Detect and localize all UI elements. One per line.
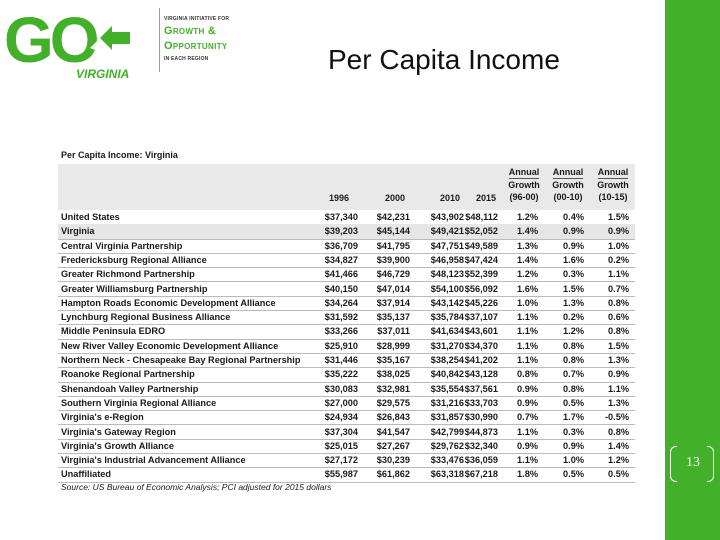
growth-96-00: 0.9% [517, 440, 538, 451]
growth-00-10: 0.7% [563, 369, 584, 380]
pci-1996: $27,000 [324, 397, 358, 408]
pci-2015: $41,202 [464, 355, 498, 365]
growth-96-00: 1.1% [517, 312, 538, 323]
header-2000: 2000 [384, 193, 406, 203]
pci-2000: $35,137 [376, 312, 410, 323]
growth-10-15: 1.1% [608, 383, 629, 394]
growth-10-15: 0.2% [608, 254, 629, 265]
table-row [58, 267, 635, 282]
region-name: Central Virginia Partnership [61, 240, 183, 251]
region-name: Greater Williamsburg Partnership [61, 283, 208, 294]
table-row [58, 224, 635, 239]
pci-2000: $27,267 [376, 440, 410, 451]
growth-96-00: 0.7% [517, 412, 538, 423]
growth-00-10: 1.3% [563, 297, 584, 308]
growth-96-00: 1.4% [517, 226, 538, 237]
pci-1996: $36,709 [324, 240, 358, 251]
pci-2015: $49,589 [464, 240, 498, 251]
pci-2000: $38,025 [376, 369, 410, 380]
pci-2010: $38,254 [430, 355, 464, 365]
table-row [58, 396, 635, 411]
pci-2000: $26,843 [376, 412, 410, 423]
pci-2015: $45,226 [464, 297, 498, 308]
growth-96-00: 1.1% [517, 355, 538, 365]
pci-2010: $29,762 [430, 440, 464, 451]
virginia-map-icon [90, 18, 154, 54]
table-row [58, 210, 635, 225]
header-growth-10-15: Annual Growth (10-15) [597, 167, 629, 202]
table-row [58, 324, 635, 339]
region-name: Virginia's Industrial Advancement Alliance [61, 455, 246, 466]
logo-tagline-top: VIRGINIA INITIATIVE FOR [164, 16, 230, 22]
pci-1996: $55,987 [324, 469, 358, 480]
page-number-right-bracket [707, 446, 714, 482]
table-row [58, 425, 635, 440]
region-name: Greater Richmond Partnership [61, 269, 195, 280]
logo-word: VIRGINIA [76, 67, 130, 80]
growth-10-15: 1.5% [608, 212, 629, 222]
table-row [58, 296, 635, 311]
growth-10-15: 1.1% [608, 269, 629, 280]
growth-00-10: 0.8% [563, 355, 584, 365]
growth-10-15: 1.2% [608, 455, 629, 466]
growth-10-15: 0.8% [608, 326, 629, 337]
growth-10-15: 1.0% [608, 240, 629, 251]
growth-00-10: 0.8% [563, 383, 584, 394]
pci-2015: $37,107 [464, 312, 498, 323]
logo-tagline-line2: Opportunity [164, 40, 228, 52]
growth-10-15: -0.5% [604, 412, 629, 423]
pci-2000: $42,231 [376, 212, 410, 222]
growth-96-00: 0.9% [517, 383, 538, 394]
pci-1996: $25,910 [324, 340, 358, 351]
growth-00-10: 0.3% [563, 269, 584, 280]
growth-10-15: 1.3% [608, 397, 629, 408]
pci-1996: $31,446 [324, 355, 358, 365]
pci-1996: $41,466 [324, 269, 358, 280]
growth-00-10: 0.9% [563, 226, 584, 237]
growth-00-10: 0.9% [563, 440, 584, 451]
pci-2015: $52,052 [464, 226, 498, 237]
pci-2010: $31,216 [430, 397, 464, 408]
growth-96-00: 1.1% [517, 340, 538, 351]
pci-2015: $30,990 [464, 412, 498, 423]
table-row [58, 353, 635, 368]
pci-2010: $35,554 [430, 383, 464, 394]
growth-00-10: 1.7% [563, 412, 584, 423]
growth-96-00: 1.0% [517, 297, 538, 308]
pci-2000: $30,239 [376, 455, 410, 466]
growth-00-10: 0.2% [563, 312, 584, 323]
pci-2010: $46,958 [430, 254, 464, 265]
growth-96-00: 0.8% [517, 369, 538, 380]
pci-2010: $35,784 [430, 312, 464, 323]
pci-2010: $54,100 [430, 283, 464, 294]
growth-10-15: 0.9% [608, 226, 629, 237]
table-row [58, 282, 635, 297]
growth-10-15: 0.8% [608, 297, 629, 308]
pci-2015: $33,703 [464, 397, 498, 408]
pci-2000: $39,900 [376, 254, 410, 265]
pci-2000: $28,999 [376, 340, 410, 351]
pci-2010: $43,902 [430, 212, 464, 222]
pci-2000: $46,729 [376, 269, 410, 280]
go-virginia-logo [4, 4, 156, 80]
region-name: Unaffiliated [61, 469, 112, 480]
table-title: Per Capita Income: Virginia [61, 150, 178, 160]
slide-title: Per Capita Income [328, 44, 560, 75]
growth-10-15: 0.9% [608, 369, 629, 380]
pci-2000: $47,014 [376, 283, 410, 294]
income-table [58, 150, 635, 492]
region-name: Southern Virginia Regional Alliance [61, 397, 217, 408]
table-row [58, 253, 635, 268]
growth-96-00: 1.2% [517, 212, 538, 222]
table-header [58, 164, 635, 210]
region-name: Virginia [61, 226, 95, 237]
table-row [58, 367, 635, 382]
pci-1996: $37,340 [324, 212, 358, 222]
pci-2010: $31,857 [430, 412, 464, 423]
pci-2015: $48,112 [465, 212, 498, 222]
pci-1996: $31,592 [324, 312, 358, 323]
pci-2010: $43,142 [430, 297, 464, 308]
pci-2015: $43,128 [464, 369, 498, 380]
table-row [58, 467, 635, 482]
pci-2000: $32,981 [376, 383, 410, 394]
growth-10-15: 0.8% [608, 426, 629, 437]
pci-2015: $32,340 [464, 440, 498, 451]
growth-10-15: 0.6% [608, 312, 629, 323]
table-row [58, 439, 635, 454]
pci-2015: $47,424 [464, 254, 498, 265]
pci-2010: $49,421 [430, 226, 464, 237]
growth-96-00: 1.4% [517, 254, 538, 265]
logo-tagline-line1: Growth & [164, 25, 217, 37]
growth-00-10: 0.3% [563, 426, 584, 437]
pci-2010: $41,634 [430, 326, 464, 337]
region-name: Northern Neck - Chesapeake Bay Regional Partnership [61, 355, 301, 365]
pci-2015: $34,370 [464, 340, 498, 351]
table-row [58, 339, 635, 354]
pci-2010: $40,842 [430, 369, 464, 380]
header-growth-00-10: Annual Growth (00-10) [552, 167, 584, 202]
growth-96-00: 1.8% [517, 469, 538, 480]
growth-00-10: 0.5% [563, 397, 584, 408]
pci-1996: $35,222 [324, 369, 358, 380]
region-name: Virginia's e-Region [61, 412, 144, 423]
growth-96-00: 1.2% [517, 269, 538, 280]
growth-00-10: 0.8% [563, 340, 584, 351]
growth-00-10: 0.5% [563, 469, 584, 480]
pci-2000: $37,011 [377, 326, 410, 337]
pci-2000: $35,167 [376, 355, 410, 365]
pci-1996: $34,827 [324, 254, 358, 265]
logo-divider [159, 8, 160, 72]
header-growth-96-00: Annual Growth (96-00) [508, 167, 540, 202]
pci-1996: $30,083 [324, 383, 358, 394]
growth-96-00: 1.6% [517, 283, 538, 294]
pci-2000: $61,862 [376, 469, 410, 480]
growth-96-00: 1.1% [517, 426, 538, 437]
pci-1996: $37,304 [324, 426, 358, 437]
pci-2015: $36,059 [464, 455, 498, 466]
table-row [58, 310, 635, 325]
growth-00-10: 1.0% [563, 455, 584, 466]
growth-96-00: 0.9% [517, 397, 538, 408]
pci-1996: $39,203 [324, 226, 358, 237]
table-row [58, 382, 635, 397]
pci-1996: $27,172 [324, 455, 358, 466]
region-name: Middle Peninsula EDRO [61, 326, 166, 337]
pci-2000: $29,575 [376, 397, 410, 408]
growth-96-00: 1.1% [517, 326, 538, 337]
pci-2010: $63,318 [430, 469, 464, 480]
growth-10-15: 1.4% [608, 440, 629, 451]
pci-2000: $37,914 [376, 297, 410, 308]
header-2015: 2015 [475, 193, 497, 203]
logo-tagline-bottom: IN EACH REGION [164, 56, 209, 62]
svg-text:GO: GO [4, 4, 96, 76]
region-name: Lynchburg Regional Business Alliance [61, 312, 231, 323]
pci-2000: $41,795 [376, 240, 410, 251]
region-name: Virginia's Growth Alliance [61, 440, 174, 451]
growth-00-10: 0.9% [563, 240, 584, 251]
pci-2010: $31,270 [430, 340, 464, 351]
pci-2015: $37,561 [464, 383, 498, 394]
region-name: Roanoke Regional Partnership [61, 369, 195, 380]
growth-00-10: 1.2% [563, 326, 584, 337]
region-name: Shenandoah Valley Partnership [61, 383, 199, 394]
pci-2010: $47,751 [430, 240, 464, 251]
pci-2015: $67,218 [464, 469, 498, 480]
growth-10-15: 1.3% [608, 355, 629, 365]
growth-00-10: 0.4% [563, 212, 584, 222]
table-source-note: Source: US Bureau of Economic Analysis; PCI adjusted for 2015 dollars [61, 482, 332, 492]
pci-1996: $25,015 [324, 440, 358, 451]
pci-2000: $45,144 [376, 226, 410, 237]
pci-2015: $52,399 [464, 269, 498, 280]
growth-96-00: 1.3% [517, 240, 538, 251]
logo-letters [4, 4, 98, 76]
table-row [58, 239, 635, 254]
pci-1996: $33,266 [324, 326, 358, 337]
pci-1996: $40,150 [324, 283, 358, 294]
region-name: Hampton Roads Economic Development Alliance [61, 297, 276, 308]
pci-2010: $48,123 [430, 269, 464, 280]
growth-10-15: 1.5% [608, 340, 629, 351]
region-name: Virginia's Gateway Region [61, 426, 176, 437]
pci-2015: $43,601 [464, 326, 498, 337]
pci-1996: $24,934 [324, 412, 358, 423]
header-2010: 2010 [439, 193, 461, 203]
table-row [58, 410, 635, 425]
table-row [58, 453, 635, 468]
pci-1996: $34,264 [324, 297, 358, 308]
growth-96-00: 1.1% [517, 455, 538, 466]
pci-2015: $44,873 [464, 426, 498, 437]
pci-2010: $42,799 [430, 426, 464, 437]
growth-10-15: 0.7% [608, 283, 629, 294]
page-number: 13 [686, 455, 700, 470]
pci-2000: $41,547 [376, 426, 410, 437]
region-name: United States [61, 212, 120, 222]
growth-00-10: 1.6% [563, 254, 584, 265]
pci-2010: $33,476 [430, 455, 464, 466]
region-name: New River Valley Economic Development Alliance [61, 340, 279, 351]
pci-2015: $56,092 [464, 283, 498, 294]
page-number-left-bracket [670, 446, 677, 482]
growth-10-15: 0.5% [608, 469, 629, 480]
growth-00-10: 1.5% [563, 283, 584, 294]
region-name: Fredericksburg Regional Alliance [61, 254, 207, 265]
header-1996: 1996 [328, 193, 350, 203]
